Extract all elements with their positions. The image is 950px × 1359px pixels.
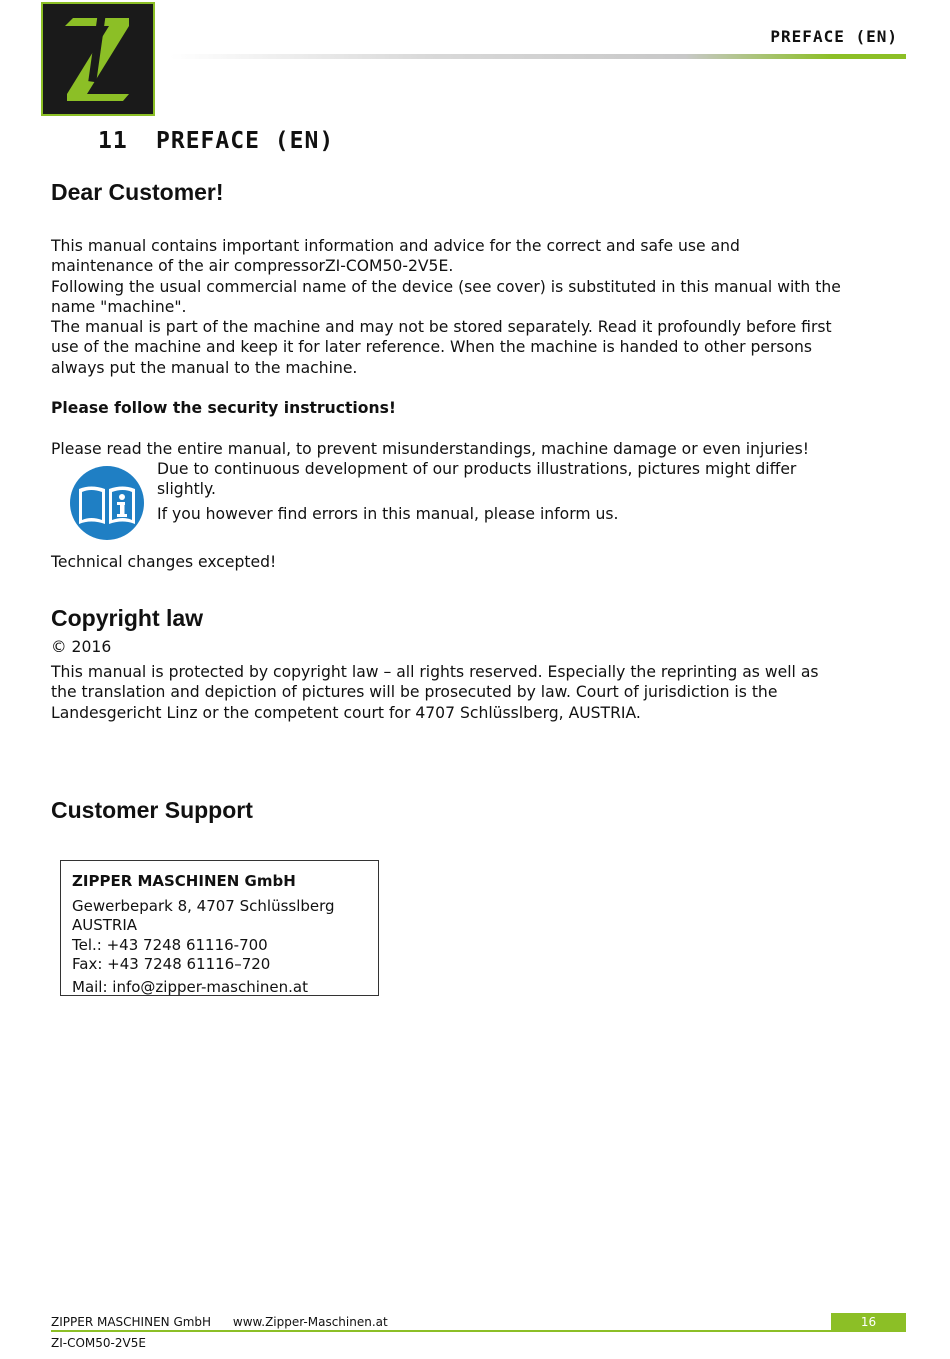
chapter-number: 11 xyxy=(98,128,128,154)
technical-changes-note: Technical changes excepted! xyxy=(51,553,277,571)
support-contact-box xyxy=(60,860,379,996)
info-note-development xyxy=(157,459,877,500)
page-number-badge: 16 xyxy=(831,1313,906,1331)
chapter-title: PREFACE (EN) xyxy=(156,128,335,154)
footer-company: ZIPPER MASCHINEN GmbH xyxy=(51,1315,212,1329)
support-mail[interactable]: Mail: info@zipper-maschinen.at xyxy=(72,977,308,996)
intro-line: This manual contains important information and advice for the correct and safe use and xyxy=(51,237,740,255)
copyright-line: Landesgericht Linz or the competent court for 4707 Schlüsslberg, AUSTRIA. xyxy=(51,703,641,722)
copyright-heading: Copyright law xyxy=(51,605,204,631)
read-note: Please read the entire manual, to prevent misunderstandings, machine damage or even injuries! xyxy=(51,440,809,458)
footer-divider xyxy=(51,1330,906,1332)
intro-line: Following the usual commercial name of the device (see cover) is substituted in this manual with the xyxy=(51,277,841,296)
zipper-z-logo-icon xyxy=(43,4,153,114)
zipper-logo xyxy=(41,2,155,116)
copyright-paragraph xyxy=(51,662,911,723)
support-fax: Fax: +43 7248 61116–720 xyxy=(72,955,271,973)
support-country: AUSTRIA xyxy=(72,916,138,934)
intro-line: The manual is part of the machine and may not be stored separately. Read it profoundly before first xyxy=(51,318,832,337)
support-tel: Tel.: +43 7248 61116-700 xyxy=(72,935,268,954)
footer-line xyxy=(51,1315,388,1329)
info-line: slightly. xyxy=(157,480,216,499)
footer-model: ZI-COM50-2V5E xyxy=(51,1336,146,1350)
support-heading: Customer Support xyxy=(51,797,253,823)
intro-line: use of the machine and keep it for later reference. When the machine is handed to other persons xyxy=(51,338,813,357)
support-street: Gewerbepark 8, 4707 Schlüsslberg xyxy=(72,896,335,915)
footer-website-link[interactable]: www.Zipper-Maschinen.at xyxy=(232,1315,388,1329)
info-line: Due to continuous development of our products illustrations, pictures might differ xyxy=(157,460,797,478)
intro-line: maintenance of the air compressorZI-COM50-2V5E. xyxy=(51,257,454,276)
intro-line: name "machine". xyxy=(51,297,187,316)
copyright-year: © 2016 xyxy=(51,638,112,656)
read-manual-icon xyxy=(69,465,145,541)
intro-paragraph xyxy=(51,236,911,378)
greeting-heading: Dear Customer! xyxy=(51,179,224,205)
header-divider xyxy=(170,54,906,59)
chapter-heading xyxy=(98,128,334,154)
support-company: ZIPPER MASCHINEN GmbH xyxy=(72,872,296,890)
intro-line: always put the manual to the machine. xyxy=(51,358,358,377)
copyright-line: This manual is protected by copyright law – all rights reserved. Especially the reprinting as well as xyxy=(51,663,819,681)
info-note-errors: If you however find errors in this manual, please inform us. xyxy=(157,505,619,523)
header-section-title: PREFACE (EN) xyxy=(770,27,898,46)
copyright-line: the translation and depiction of pictures will be prosecuted by law. Court of jurisdiction is the xyxy=(51,683,778,702)
security-note: Please follow the security instructions! xyxy=(51,399,396,417)
